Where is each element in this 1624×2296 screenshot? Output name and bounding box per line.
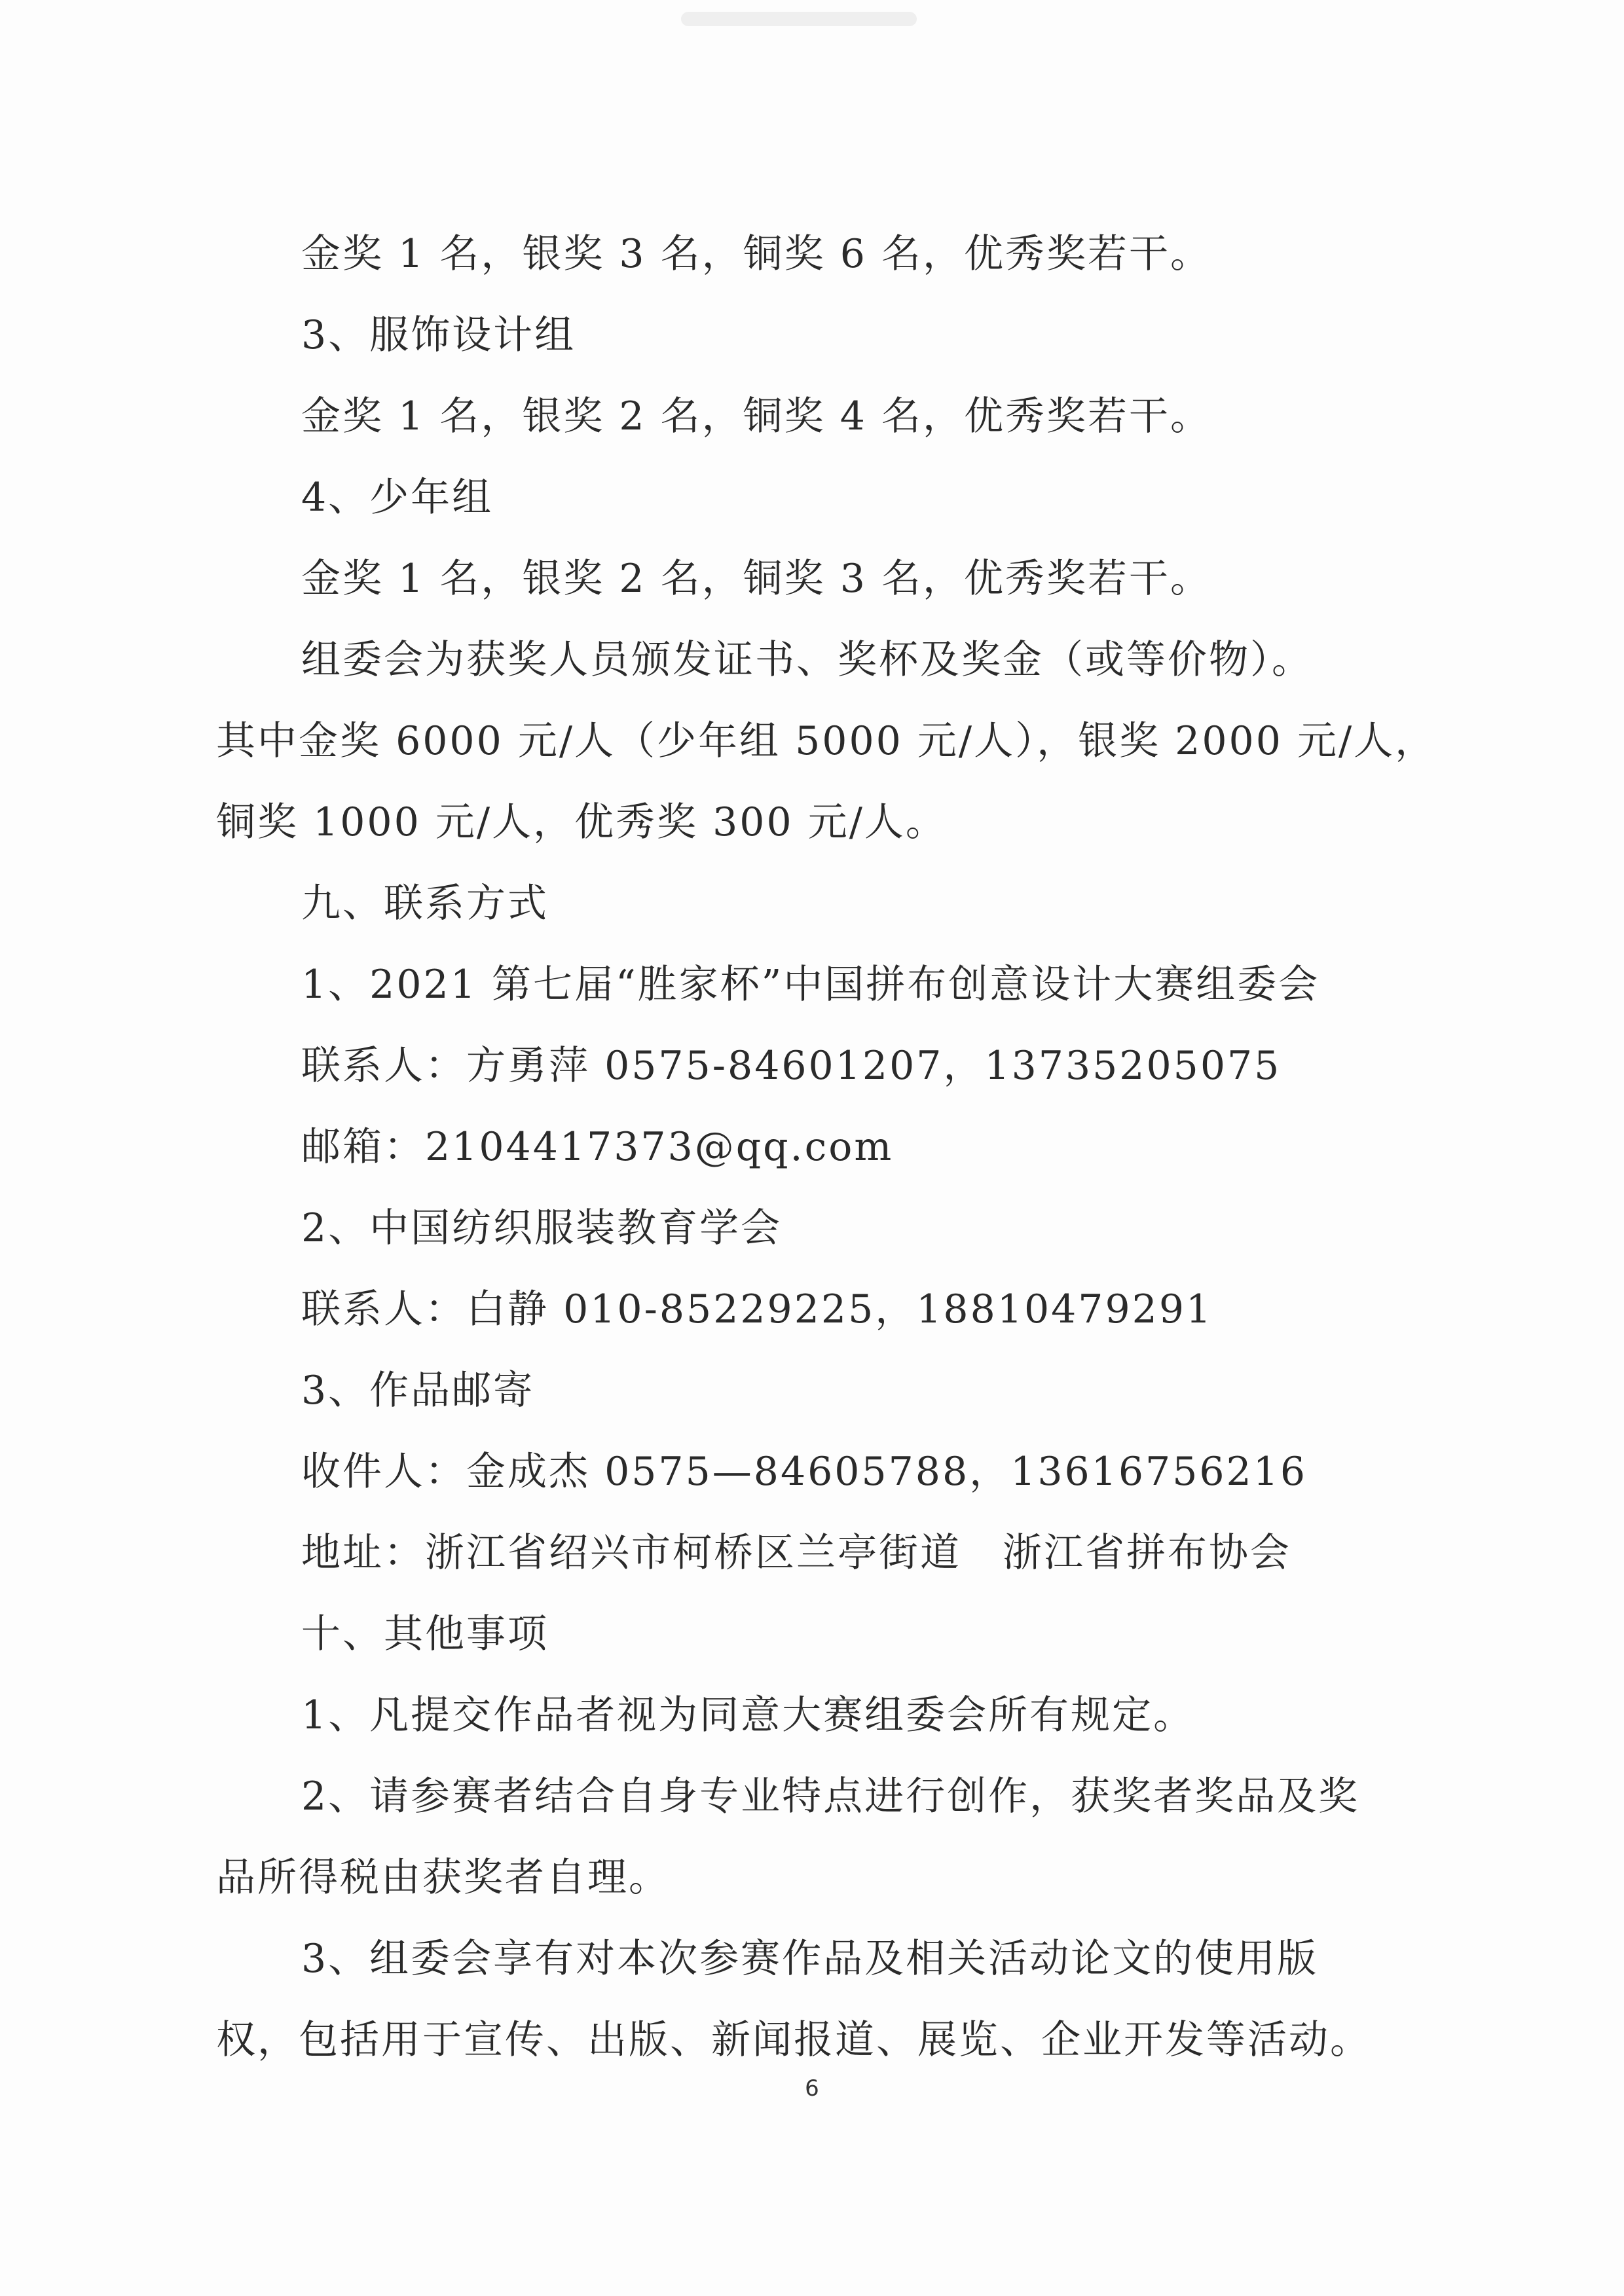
contact-association: 2、中国纺织服装教育学会 bbox=[301, 1205, 783, 1251]
contact-person-1: 联系人：方勇萍 0575-84601207，13735205075 bbox=[301, 1043, 1282, 1089]
contact-email: 邮箱：2104417373@qq.com bbox=[301, 1124, 894, 1170]
prize-paragraph-line-3: 铜奖 1000 元/人，优秀奖 300 元/人。 bbox=[216, 799, 947, 845]
heading-contact: 九、联系方式 bbox=[301, 881, 549, 926]
other-item-3-line-1: 3、组委会享有对本次参赛作品及相关活动论文的使用版 bbox=[301, 1936, 1319, 1982]
other-item-3-line-2: 权，包括用于宣传、出版、新闻报道、展览、企业开发等活动。 bbox=[216, 2017, 1371, 2063]
prize-paragraph-line-1: 组委会为获奖人员颁发证书、奖杯及奖金（或等价物）。 bbox=[301, 637, 1313, 683]
contact-address: 地址：浙江省绍兴市柯桥区兰亭街道 浙江省拼布协会 bbox=[301, 1530, 1291, 1576]
contact-recipient: 收件人：金成杰 0575—84605788，13616756216 bbox=[301, 1449, 1308, 1495]
award-line-1: 金奖 1 名，银奖 3 名，铜奖 6 名，优秀奖若干。 bbox=[301, 231, 1211, 277]
scan-artifact bbox=[681, 12, 917, 26]
contact-mailing: 3、作品邮寄 bbox=[301, 1368, 535, 1413]
page-number: 6 bbox=[805, 2075, 819, 2102]
award-line-2: 金奖 1 名，银奖 2 名，铜奖 4 名，优秀奖若干。 bbox=[301, 393, 1211, 439]
prize-paragraph-line-2: 其中金奖 6000 元/人（少年组 5000 元/人），银奖 2000 元/人， bbox=[216, 718, 1437, 764]
other-item-2-line-1: 2、请参赛者结合自身专业特点进行创作，获奖者奖品及奖 bbox=[301, 1774, 1360, 1819]
section-youth-group: 4、少年组 bbox=[301, 475, 494, 520]
contact-committee: 1、2021 第七届“胜家杯”中国拼布创意设计大赛组委会 bbox=[301, 962, 1320, 1008]
other-item-1: 1、凡提交作品者视为同意大赛组委会所有规定。 bbox=[301, 1692, 1195, 1738]
section-costume-design: 3、服饰设计组 bbox=[301, 312, 576, 358]
award-line-3: 金奖 1 名，银奖 2 名，铜奖 3 名，优秀奖若干。 bbox=[301, 556, 1211, 602]
heading-other-matters: 十、其他事项 bbox=[301, 1611, 549, 1657]
contact-person-2: 联系人：白静 010-85229225，18810479291 bbox=[301, 1286, 1213, 1332]
other-item-2-line-2: 品所得税由获奖者自理。 bbox=[216, 1855, 670, 1901]
